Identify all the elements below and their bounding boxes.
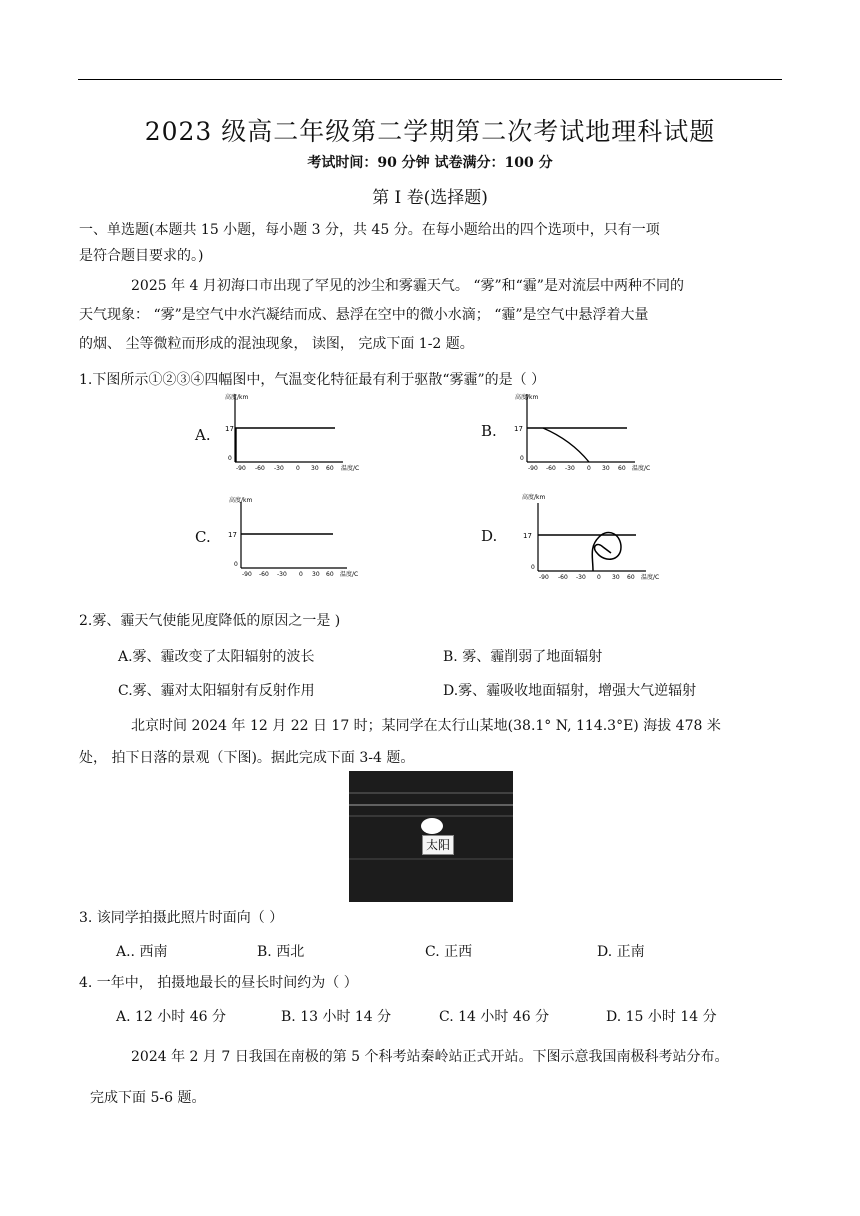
chart-a-letter: A.	[195, 426, 211, 444]
exam-title: 2023 级高二年级第二学期第二次考试地理科试题	[144, 117, 716, 146]
chart-d-letter: D.	[481, 527, 498, 545]
chart-d-tick: -60	[558, 574, 568, 581]
chart-a	[195, 392, 385, 472]
question-4-stem: 4. 一年中， 拍摄地最长的昼长时间约为（ ）	[79, 975, 358, 991]
passage1-line3: 的烟、 尘等微粒而形成的混浊现象， 读图， 完成下面 1-2 题。	[79, 336, 474, 352]
chart-b-xlabel: 温度/C	[632, 465, 651, 472]
passage1-line2: 天气现象： “雾”是空气中水汽凝结而成、悬浮在空中的微小水滴； “霾”是空气中悬浮着大量	[79, 307, 649, 323]
chart-c	[195, 494, 385, 579]
exam-subtitle: 考试时间：90 分钟 试卷满分：100 分	[307, 155, 553, 171]
chart-a-tick: 60	[326, 465, 334, 472]
chart-d-origin: 0	[531, 564, 535, 571]
chart-b-level: 17	[514, 425, 523, 433]
question-2-option-d[interactable]: D.雾、霾吸收地面辐射，增强大气逆辐射	[443, 683, 697, 699]
chart-a-ylabel: 高度/km	[225, 394, 249, 401]
chart-a-tick: -30	[274, 465, 284, 472]
part-heading: 第 I 卷(选择题)	[372, 188, 488, 208]
question-3-option-c[interactable]: C. 正西	[425, 944, 473, 960]
section-instruction-1: 一、单选题(本题共 15 小题，每小题 3 分，共 45 分。在每小题给出的四个选项中，只有一项	[79, 222, 660, 238]
chart-d-xlabel: 温度/C	[641, 574, 660, 581]
chart-a-tick: 0	[296, 465, 300, 472]
chart-a-tick: -90	[236, 465, 246, 472]
chart-d-tick: -30	[576, 574, 586, 581]
chart-b-letter: B.	[481, 422, 497, 440]
passage1-line1: 2025 年 4 月初海口市出现了罕见的沙尘和雾霾天气。 “雾”和“霾”是对流层中两种不同的	[131, 278, 684, 294]
question-3-option-d[interactable]: D. 正南	[597, 944, 645, 960]
chart-b	[481, 392, 671, 472]
chart-a-origin: 0	[228, 455, 232, 462]
chart-c-tick: 30	[312, 571, 320, 578]
question-4-option-b[interactable]: B. 13 小时 14 分	[281, 1009, 392, 1025]
sun-icon	[421, 818, 443, 834]
chart-b-ylabel: 高度/km	[515, 394, 539, 401]
chart-c-tick: -90	[242, 571, 252, 578]
sun-label: 太阳	[422, 835, 454, 855]
chart-c-ylabel: 高度/km	[229, 497, 253, 504]
question-2-option-c[interactable]: C.雾、霾对太阳辐射有反射作用	[118, 683, 315, 699]
question-3-option-b[interactable]: B. 西北	[257, 944, 305, 960]
question-4-option-c[interactable]: C. 14 小时 46 分	[439, 1009, 550, 1025]
question-4-option-a[interactable]: A. 12 小时 46 分	[116, 1009, 226, 1025]
chart-b-tick: 60	[618, 465, 626, 472]
question-3-option-a[interactable]: A.. 西南	[116, 944, 168, 960]
chart-d-tick: -90	[539, 574, 549, 581]
chart-b-tick: -30	[565, 465, 575, 472]
chart-c-tick: 0	[299, 571, 303, 578]
chart-a-xlabel: 温度/C	[341, 465, 360, 472]
question-2-stem: 2.雾、霾天气使能见度降低的原因之一是 )	[79, 613, 341, 629]
chart-a-tick: -60	[255, 465, 265, 472]
chart-d	[481, 491, 671, 581]
chart-b-tick: -60	[546, 465, 556, 472]
header-rule	[78, 79, 782, 80]
question-4-option-d[interactable]: D. 15 小时 14 分	[606, 1009, 717, 1025]
chart-c-tick: 60	[326, 571, 334, 578]
question-3-stem: 3. 该同学拍摄此照片时面向（ ）	[79, 910, 284, 926]
chart-a-tick: 30	[311, 465, 319, 472]
chart-c-origin: 0	[234, 561, 238, 568]
passage2-line2: 处， 拍下日落的景观（下图)。据此完成下面 3-4 题。	[79, 750, 415, 766]
chart-b-tick: 0	[587, 465, 591, 472]
chart-c-xlabel: 温度/C	[340, 571, 359, 578]
chart-c-tick: -60	[259, 571, 269, 578]
chart-b-origin: 0	[520, 455, 524, 462]
chart-c-letter: C.	[195, 528, 211, 546]
chart-d-tick: 60	[627, 574, 635, 581]
question-2-option-a[interactable]: A.雾、霾改变了太阳辐射的波长	[118, 649, 315, 665]
chart-d-level: 17	[523, 532, 532, 540]
chart-d-ylabel: 高度/km	[522, 494, 546, 501]
chart-c-tick: -30	[277, 571, 287, 578]
chart-d-tick: 0	[597, 574, 601, 581]
question-2-option-b[interactable]: B. 雾、霾削弱了地面辐射	[443, 649, 603, 665]
chart-c-level: 17	[228, 531, 237, 539]
passage3-line2: 完成下面 5-6 题。	[90, 1090, 206, 1106]
chart-d-tick: 30	[612, 574, 620, 581]
section-instruction-2: 是符合题目要求的。)	[79, 248, 204, 264]
chart-b-tick: 30	[602, 465, 610, 472]
chart-b-tick: -90	[528, 465, 538, 472]
question-1-stem: 1.下图所示①②③④四幅图中，气温变化特征最有利于驱散“雾霾”的是（ ）	[79, 372, 546, 388]
passage3-line1: 2024 年 2 月 7 日我国在南极的第 5 个科考站秦岭站正式开站。下图示意我国南极科考站分布。	[131, 1049, 729, 1065]
passage2-line1: 北京时间 2024 年 12 月 22 日 17 时；某同学在太行山某地(38.1° N, 114.3°E) 海拔 478 米	[131, 718, 721, 734]
chart-a-level: 17	[225, 425, 234, 433]
